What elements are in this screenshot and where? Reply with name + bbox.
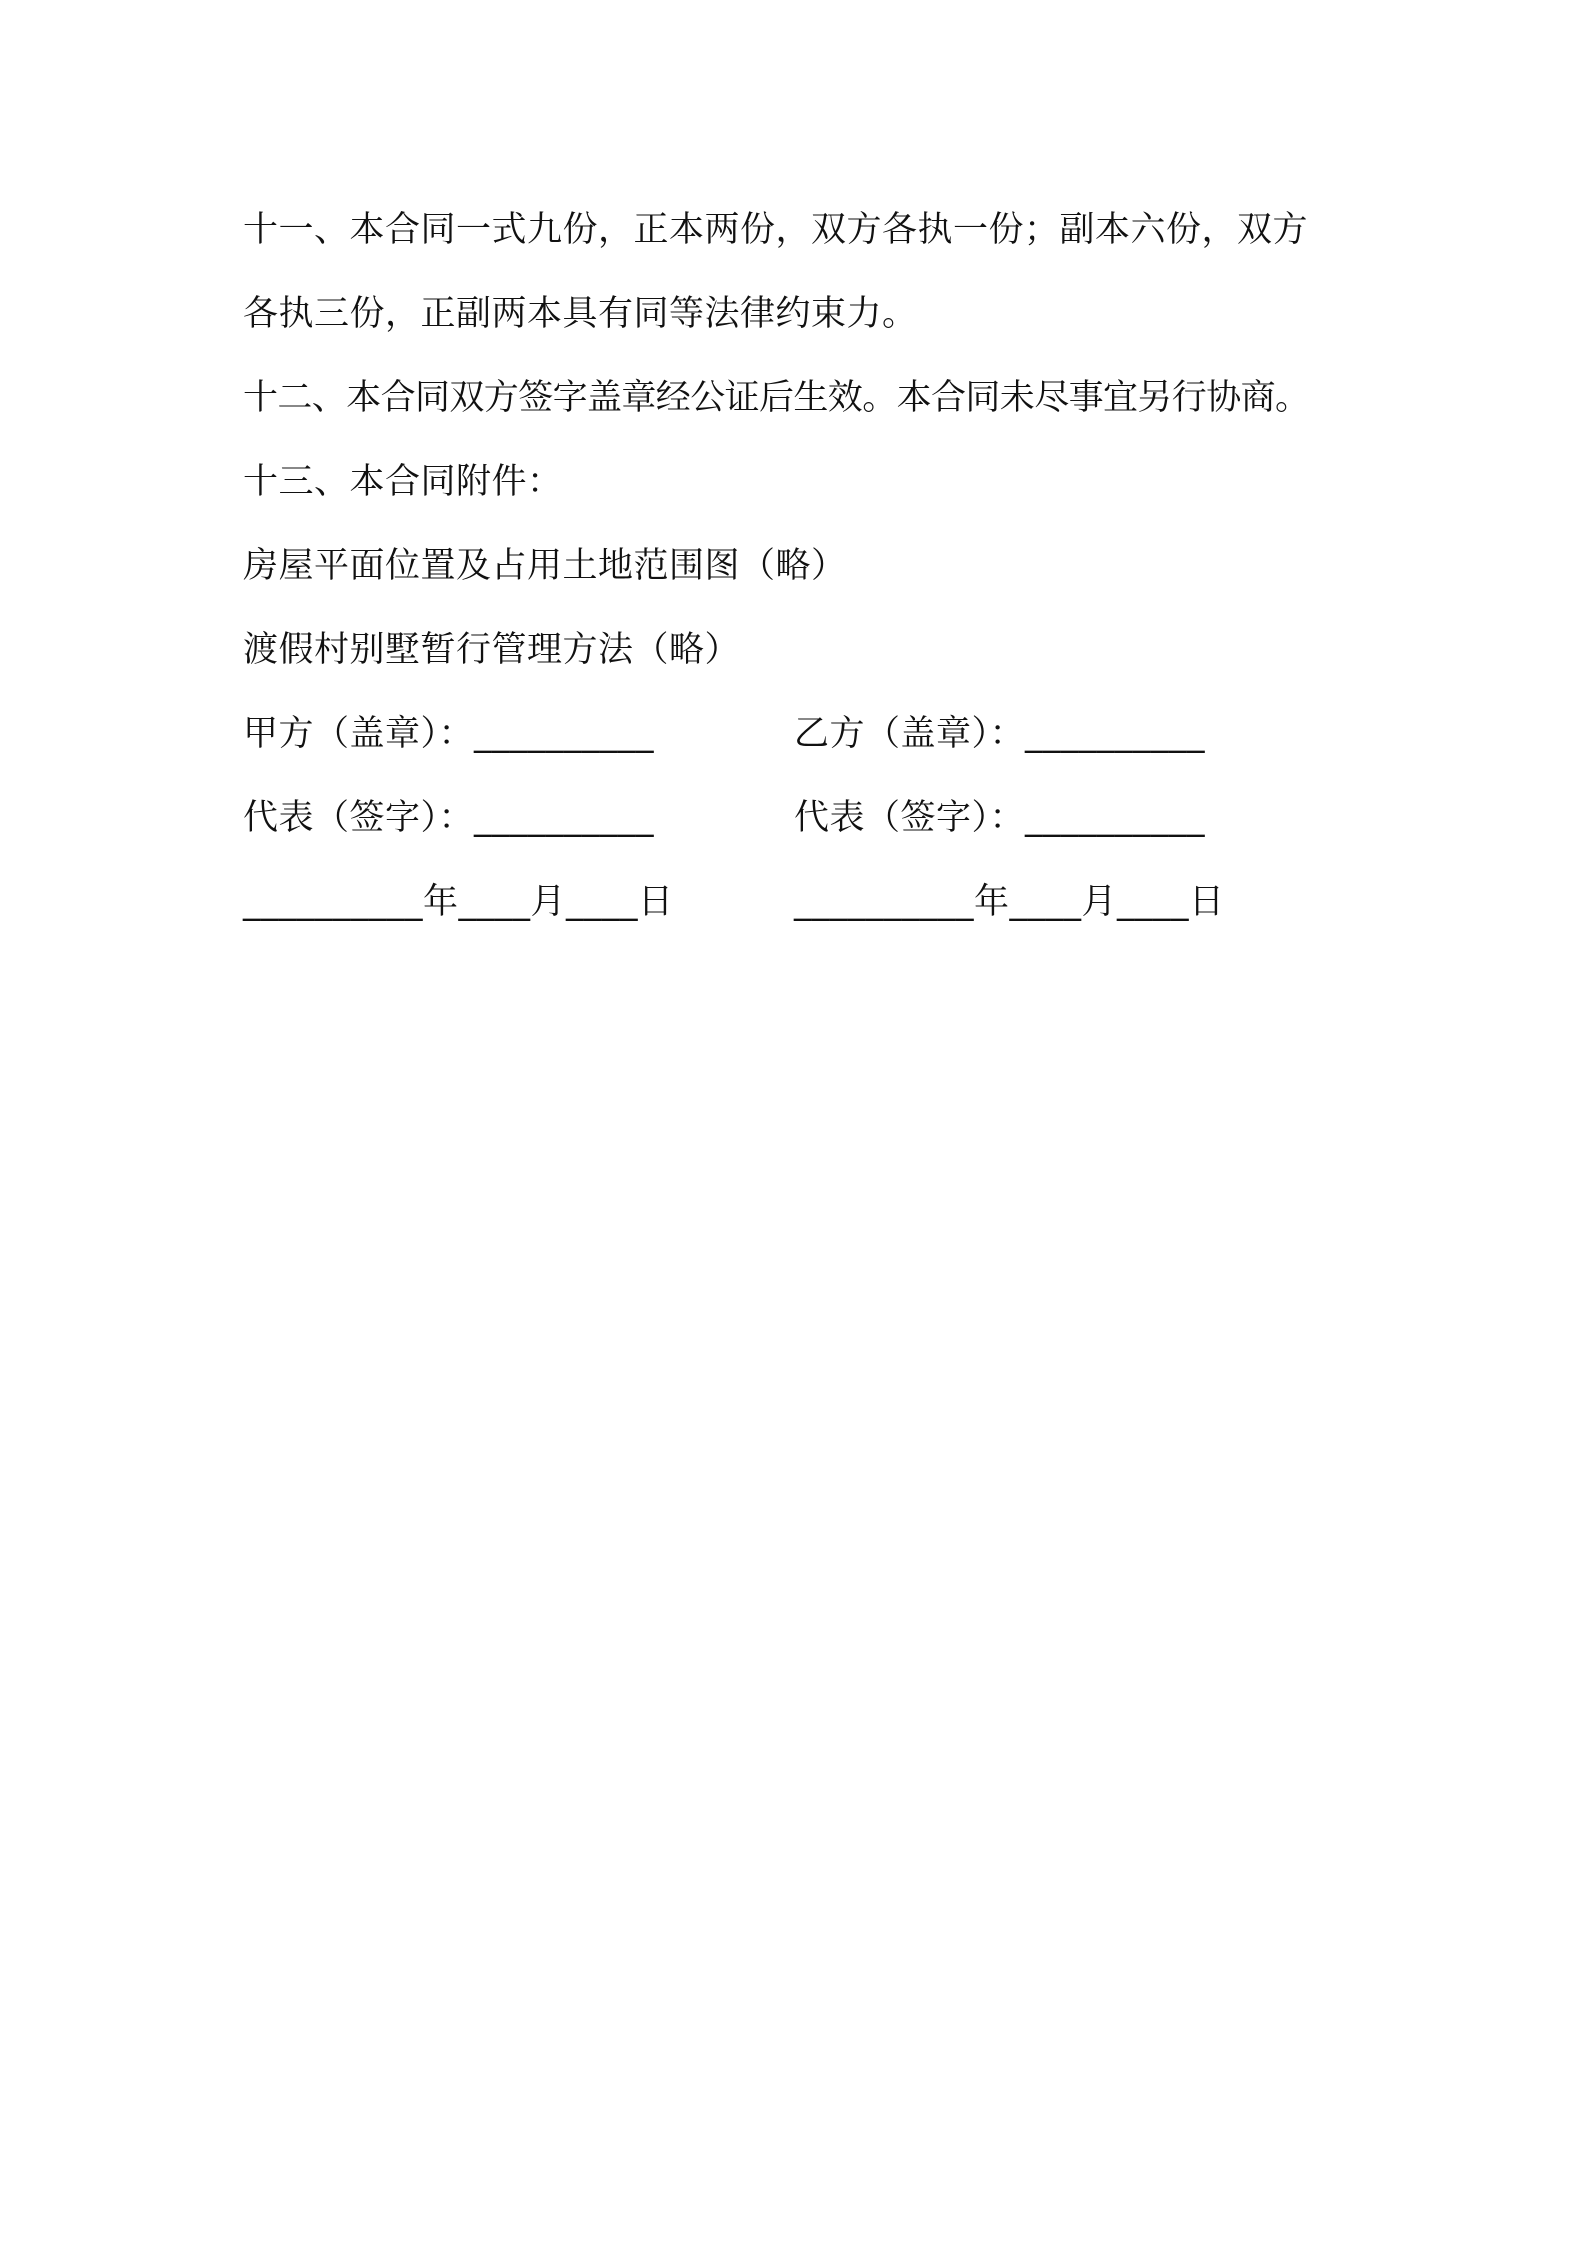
party-b-seal-line: 乙方（盖章）：__________ [794, 714, 1206, 754]
attachment-1: 房屋平面位置及占用土地范围图（略） [243, 546, 847, 586]
party-a-date-line: __________年____月____日 [243, 882, 674, 922]
party-b-representative-line: 代表（签字）：__________ [794, 798, 1206, 838]
clause-12: 十二、本合同双方签字盖章经公证后生效。本合同未尽事宜另行协商。 [243, 378, 1310, 418]
attachment-2: 渡假村别墅暂行管理方法（略） [243, 630, 741, 670]
party-a-seal-line: 甲方（盖章）：__________ [243, 714, 655, 754]
clause-11-line-1: 十一、本合同一式九份，正本两份，双方各执一份；副本六份，双方 [243, 210, 1309, 250]
party-b-date-line: __________年____月____日 [794, 882, 1225, 922]
clause-13-heading: 十三、本合同附件： [243, 462, 563, 502]
party-a-representative-line: 代表（签字）：__________ [243, 798, 655, 838]
clause-11-line-2: 各执三份，正副两本具有同等法律约束力。 [243, 294, 918, 334]
